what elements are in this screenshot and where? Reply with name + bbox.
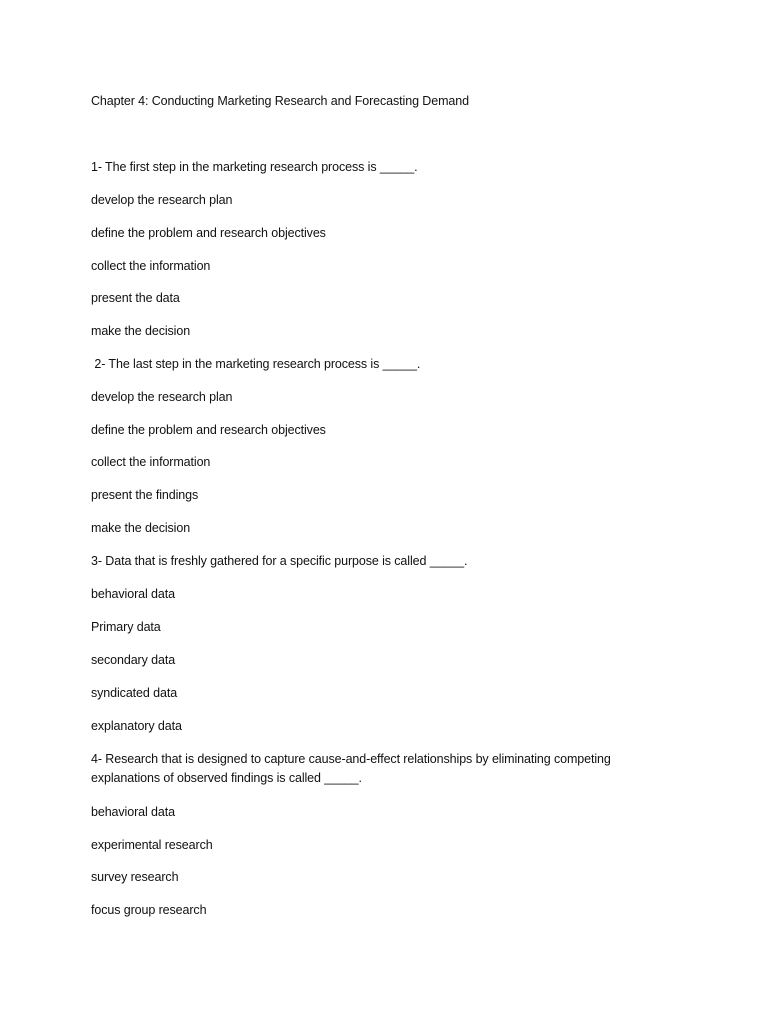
question-2-option-4: present the findings — [91, 488, 199, 502]
question-4-prompt-line-2: explanations of observed findings is called _____. — [91, 771, 362, 785]
question-1-option-1: develop the research plan — [91, 193, 233, 207]
question-3-option-2: Primary data — [91, 620, 161, 634]
question-3-option-1: behavioral data — [91, 587, 175, 601]
question-4-option-4: focus group research — [91, 903, 207, 917]
question-2-option-5: make the decision — [91, 521, 191, 535]
question-4-option-3: survey research — [91, 870, 179, 884]
question-2-option-3: collect the information — [91, 455, 211, 469]
question-4-prompt-line-1: 4- Research that is designed to capture cause-and-effect relationships by eliminating competing — [91, 752, 611, 766]
question-3-prompt: 3- Data that is freshly gathered for a specific purpose is called _____. — [91, 554, 468, 568]
question-2-prompt: 2- The last step in the marketing research process is _____. — [91, 357, 421, 371]
question-3-option-5: explanatory data — [91, 719, 182, 733]
question-2-option-2: define the problem and research objectives — [91, 423, 326, 437]
question-4-option-1: behavioral data — [91, 805, 175, 819]
question-1-option-3: collect the information — [91, 259, 211, 273]
question-1-option-5: make the decision — [91, 324, 191, 338]
question-2-option-1: develop the research plan — [91, 390, 233, 404]
question-4-option-2: experimental research — [91, 838, 213, 852]
question-1-option-2: define the problem and research objectives — [91, 226, 326, 240]
question-3-option-3: secondary data — [91, 653, 176, 667]
document-title: Chapter 4: Conducting Marketing Research and Forecasting Demand — [91, 94, 469, 108]
question-1-option-4: present the data — [91, 291, 180, 305]
question-1-prompt: 1- The first step in the marketing research process is _____. — [91, 160, 418, 174]
question-3-option-4: syndicated data — [91, 686, 178, 700]
